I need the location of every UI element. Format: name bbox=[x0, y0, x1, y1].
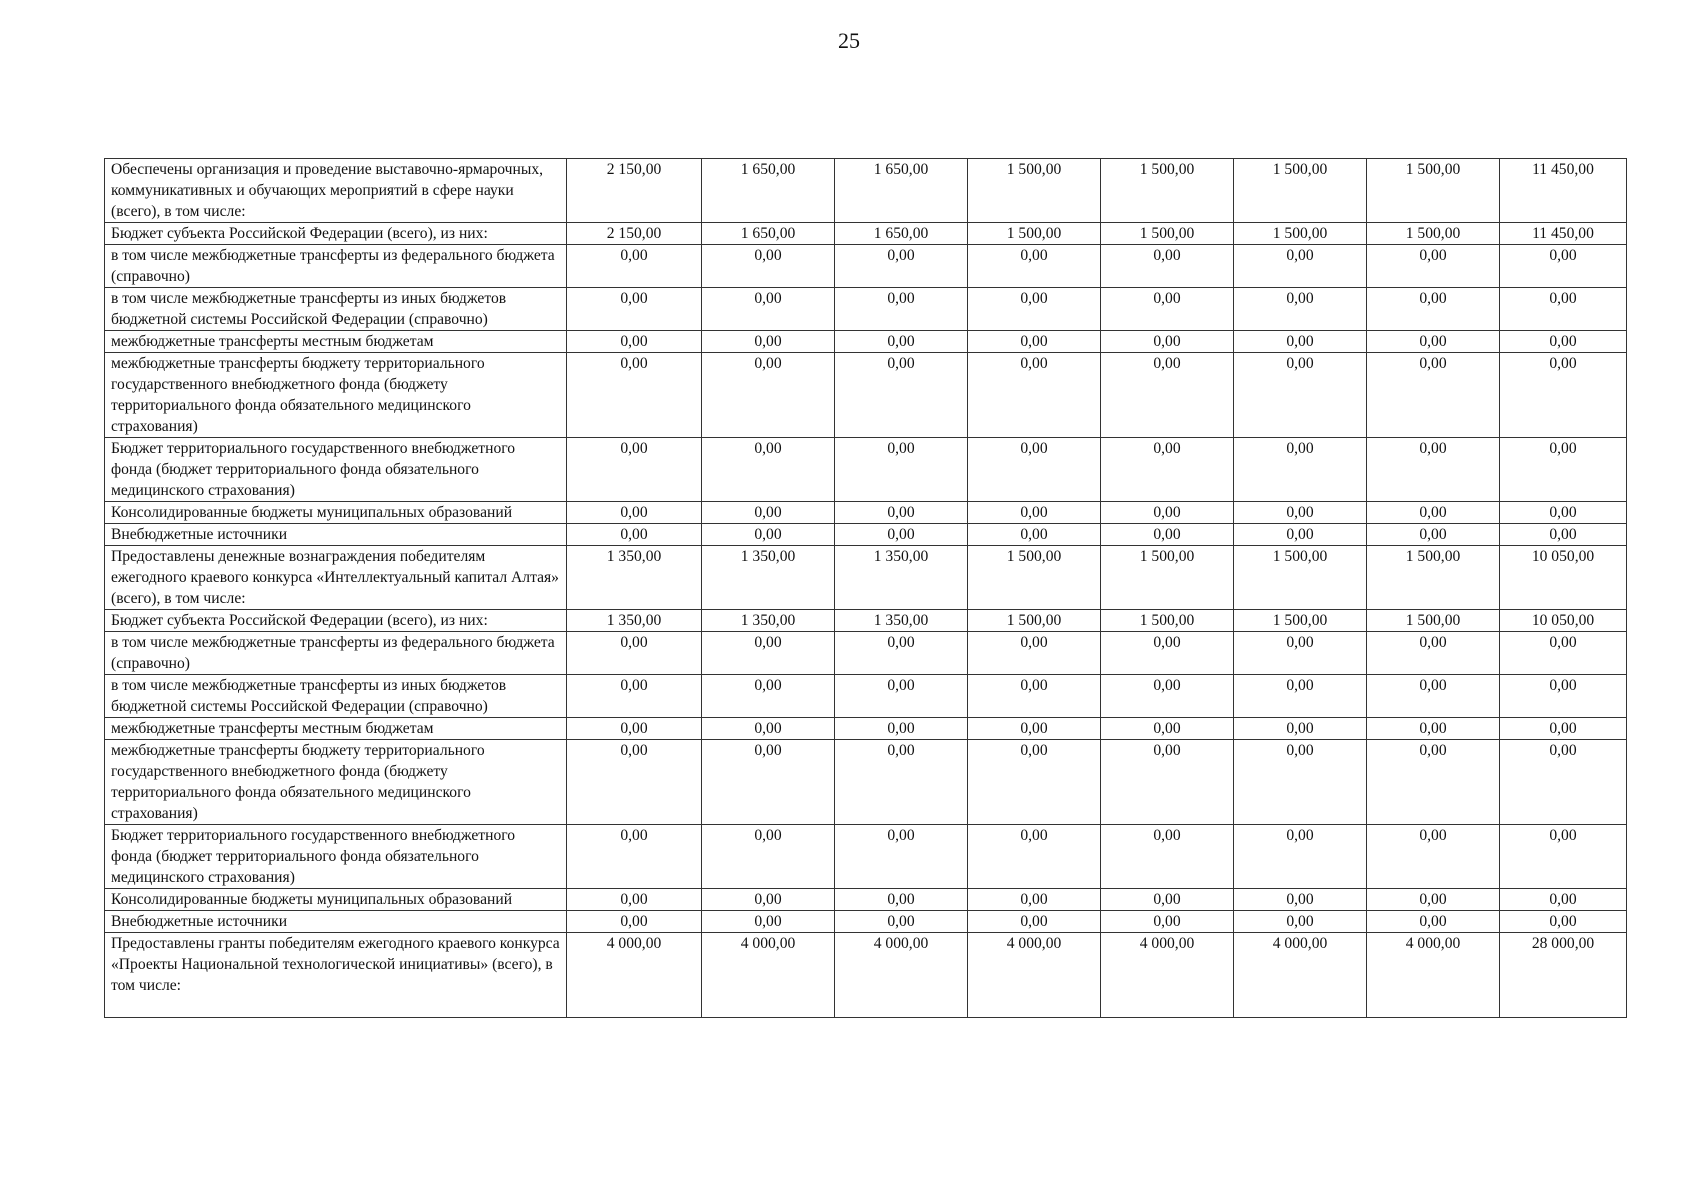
value-cell: 1 650,00 bbox=[702, 223, 835, 245]
value-cell: 0,00 bbox=[1101, 718, 1234, 740]
value-cell: 0,00 bbox=[1234, 718, 1367, 740]
table-row bbox=[105, 245, 1627, 288]
value-cell: 0,00 bbox=[567, 524, 702, 546]
value-cell: 0,00 bbox=[1234, 675, 1367, 718]
total-cell: 0,00 bbox=[1500, 353, 1627, 438]
table-row bbox=[105, 159, 1627, 223]
value-cell: 0,00 bbox=[968, 675, 1101, 718]
value-cell: 1 500,00 bbox=[1234, 546, 1367, 610]
value-cell: 0,00 bbox=[1101, 502, 1234, 524]
value-cell: 1 500,00 bbox=[1101, 546, 1234, 610]
budget-table bbox=[104, 158, 1627, 1018]
value-cell: 0,00 bbox=[1367, 740, 1500, 825]
value-cell: 0,00 bbox=[835, 718, 968, 740]
row-label: Предоставлены гранты победителям ежегодного краевого конкурса «Проекты Национальной технологической инициативы» (всего), в том числе: bbox=[105, 933, 567, 1018]
value-cell: 4 000,00 bbox=[1234, 933, 1367, 1018]
value-cell: 0,00 bbox=[567, 353, 702, 438]
value-cell: 0,00 bbox=[835, 889, 968, 911]
table-row bbox=[105, 524, 1627, 546]
value-cell: 4 000,00 bbox=[567, 933, 702, 1018]
value-cell: 1 500,00 bbox=[968, 610, 1101, 632]
value-cell: 0,00 bbox=[968, 502, 1101, 524]
value-cell: 0,00 bbox=[1234, 632, 1367, 675]
row-label: Консолидированные бюджеты муниципальных образований bbox=[105, 889, 567, 911]
value-cell: 4 000,00 bbox=[1101, 933, 1234, 1018]
value-cell: 0,00 bbox=[567, 502, 702, 524]
row-label: в том числе межбюджетные трансферты из федерального бюджета (справочно) bbox=[105, 245, 567, 288]
value-cell: 0,00 bbox=[1367, 331, 1500, 353]
value-cell: 0,00 bbox=[1367, 438, 1500, 502]
table-row bbox=[105, 610, 1627, 632]
value-cell: 0,00 bbox=[1367, 502, 1500, 524]
value-cell: 0,00 bbox=[835, 502, 968, 524]
value-cell: 0,00 bbox=[1101, 353, 1234, 438]
value-cell: 0,00 bbox=[567, 825, 702, 889]
value-cell: 0,00 bbox=[1234, 825, 1367, 889]
value-cell: 1 500,00 bbox=[1101, 159, 1234, 223]
value-cell: 1 350,00 bbox=[702, 546, 835, 610]
value-cell: 0,00 bbox=[702, 718, 835, 740]
value-cell: 1 650,00 bbox=[702, 159, 835, 223]
value-cell: 0,00 bbox=[1234, 245, 1367, 288]
total-cell: 28 000,00 bbox=[1500, 933, 1627, 1018]
value-cell: 0,00 bbox=[702, 288, 835, 331]
value-cell: 0,00 bbox=[567, 438, 702, 502]
total-cell: 0,00 bbox=[1500, 524, 1627, 546]
value-cell: 0,00 bbox=[1234, 740, 1367, 825]
value-cell: 1 500,00 bbox=[968, 546, 1101, 610]
value-cell: 0,00 bbox=[968, 718, 1101, 740]
value-cell: 0,00 bbox=[1234, 353, 1367, 438]
value-cell: 1 500,00 bbox=[1101, 610, 1234, 632]
total-cell: 0,00 bbox=[1500, 632, 1627, 675]
total-cell: 10 050,00 bbox=[1500, 546, 1627, 610]
total-cell: 0,00 bbox=[1500, 331, 1627, 353]
value-cell: 1 350,00 bbox=[567, 546, 702, 610]
table-row bbox=[105, 502, 1627, 524]
row-label: межбюджетные трансферты бюджету территориального государственного внебюджетного фонда (бюджету территориального фонда обязательного медицинского страхования) bbox=[105, 740, 567, 825]
table-row bbox=[105, 933, 1627, 1018]
total-cell: 0,00 bbox=[1500, 675, 1627, 718]
row-label: межбюджетные трансферты местным бюджетам bbox=[105, 718, 567, 740]
value-cell: 0,00 bbox=[968, 524, 1101, 546]
total-cell: 0,00 bbox=[1500, 740, 1627, 825]
row-label: межбюджетные трансферты местным бюджетам bbox=[105, 331, 567, 353]
value-cell: 0,00 bbox=[1101, 675, 1234, 718]
value-cell: 1 500,00 bbox=[1367, 546, 1500, 610]
value-cell: 2 150,00 bbox=[567, 223, 702, 245]
value-cell: 0,00 bbox=[1101, 740, 1234, 825]
value-cell: 1 500,00 bbox=[1234, 159, 1367, 223]
value-cell: 0,00 bbox=[968, 632, 1101, 675]
value-cell: 0,00 bbox=[835, 740, 968, 825]
table-row bbox=[105, 438, 1627, 502]
table-row bbox=[105, 675, 1627, 718]
value-cell: 0,00 bbox=[835, 911, 968, 933]
table-body bbox=[105, 159, 1627, 1018]
value-cell: 0,00 bbox=[702, 502, 835, 524]
table-row bbox=[105, 889, 1627, 911]
value-cell: 0,00 bbox=[1367, 288, 1500, 331]
value-cell: 0,00 bbox=[968, 438, 1101, 502]
value-cell: 0,00 bbox=[702, 911, 835, 933]
value-cell: 0,00 bbox=[1234, 438, 1367, 502]
table-row bbox=[105, 546, 1627, 610]
value-cell: 0,00 bbox=[835, 675, 968, 718]
value-cell: 4 000,00 bbox=[835, 933, 968, 1018]
total-cell: 0,00 bbox=[1500, 288, 1627, 331]
value-cell: 0,00 bbox=[1234, 502, 1367, 524]
value-cell: 0,00 bbox=[1101, 331, 1234, 353]
value-cell: 0,00 bbox=[835, 288, 968, 331]
value-cell: 0,00 bbox=[968, 353, 1101, 438]
value-cell: 0,00 bbox=[835, 331, 968, 353]
value-cell: 0,00 bbox=[1101, 288, 1234, 331]
table-row bbox=[105, 740, 1627, 825]
table-row bbox=[105, 911, 1627, 933]
value-cell: 0,00 bbox=[1234, 911, 1367, 933]
value-cell: 1 500,00 bbox=[1234, 610, 1367, 632]
row-label: Бюджет территориального государственного внебюджетного фонда (бюджет территориального фонда обязательного медицинского страхования) bbox=[105, 825, 567, 889]
value-cell: 0,00 bbox=[567, 718, 702, 740]
total-cell: 0,00 bbox=[1500, 502, 1627, 524]
total-cell: 0,00 bbox=[1500, 911, 1627, 933]
table-row bbox=[105, 632, 1627, 675]
total-cell: 11 450,00 bbox=[1500, 223, 1627, 245]
value-cell: 0,00 bbox=[968, 740, 1101, 825]
row-label: Обеспечены организация и проведение выставочно-ярмарочных, коммуникативных и обучающих мероприятий в сфере науки (всего), в том числе: bbox=[105, 159, 567, 223]
value-cell: 1 500,00 bbox=[1367, 610, 1500, 632]
value-cell: 0,00 bbox=[1101, 632, 1234, 675]
table-row bbox=[105, 353, 1627, 438]
value-cell: 0,00 bbox=[835, 438, 968, 502]
value-cell: 0,00 bbox=[1234, 331, 1367, 353]
value-cell: 0,00 bbox=[835, 245, 968, 288]
table-row bbox=[105, 825, 1627, 889]
table-row bbox=[105, 288, 1627, 331]
value-cell: 0,00 bbox=[835, 632, 968, 675]
value-cell: 0,00 bbox=[702, 675, 835, 718]
table-row bbox=[105, 223, 1627, 245]
row-label: в том числе межбюджетные трансферты из федерального бюджета (справочно) bbox=[105, 632, 567, 675]
value-cell: 0,00 bbox=[968, 825, 1101, 889]
value-cell: 0,00 bbox=[567, 675, 702, 718]
table-row bbox=[105, 331, 1627, 353]
value-cell: 0,00 bbox=[1367, 889, 1500, 911]
value-cell: 1 500,00 bbox=[1234, 223, 1367, 245]
value-cell: 0,00 bbox=[567, 889, 702, 911]
row-label: Внебюджетные источники bbox=[105, 911, 567, 933]
value-cell: 1 350,00 bbox=[567, 610, 702, 632]
value-cell: 0,00 bbox=[702, 889, 835, 911]
total-cell: 10 050,00 bbox=[1500, 610, 1627, 632]
value-cell: 0,00 bbox=[567, 740, 702, 825]
value-cell: 0,00 bbox=[1234, 524, 1367, 546]
value-cell: 1 650,00 bbox=[835, 159, 968, 223]
value-cell: 0,00 bbox=[968, 889, 1101, 911]
value-cell: 1 350,00 bbox=[835, 610, 968, 632]
value-cell: 0,00 bbox=[567, 245, 702, 288]
value-cell: 1 500,00 bbox=[968, 223, 1101, 245]
value-cell: 0,00 bbox=[702, 740, 835, 825]
row-label: в том числе межбюджетные трансферты из иных бюджетов бюджетной системы Российской Федерации (справочно) bbox=[105, 675, 567, 718]
value-cell: 0,00 bbox=[835, 825, 968, 889]
value-cell: 0,00 bbox=[702, 438, 835, 502]
row-label: в том числе межбюджетные трансферты из иных бюджетов бюджетной системы Российской Федерации (справочно) bbox=[105, 288, 567, 331]
row-label: Бюджет субъекта Российской Федерации (всего), из них: bbox=[105, 610, 567, 632]
total-cell: 0,00 bbox=[1500, 718, 1627, 740]
table-row bbox=[105, 718, 1627, 740]
value-cell: 0,00 bbox=[1101, 911, 1234, 933]
row-label: Предоставлены денежные вознаграждения победителям ежегодного краевого конкурса «Интеллектуальный капитал Алтая» (всего), в том числе: bbox=[105, 546, 567, 610]
total-cell: 0,00 bbox=[1500, 438, 1627, 502]
value-cell: 0,00 bbox=[1367, 524, 1500, 546]
row-label: Консолидированные бюджеты муниципальных образований bbox=[105, 502, 567, 524]
total-cell: 0,00 bbox=[1500, 825, 1627, 889]
total-cell: 0,00 bbox=[1500, 889, 1627, 911]
value-cell: 0,00 bbox=[567, 911, 702, 933]
value-cell: 1 500,00 bbox=[1367, 223, 1500, 245]
row-label: межбюджетные трансферты бюджету территориального государственного внебюджетного фонда (бюджету территориального фонда обязательного медицинского страхования) bbox=[105, 353, 567, 438]
value-cell: 0,00 bbox=[1101, 438, 1234, 502]
value-cell: 0,00 bbox=[1367, 245, 1500, 288]
value-cell: 0,00 bbox=[1367, 718, 1500, 740]
value-cell: 0,00 bbox=[1101, 825, 1234, 889]
value-cell: 0,00 bbox=[1234, 889, 1367, 911]
value-cell: 0,00 bbox=[702, 825, 835, 889]
value-cell: 0,00 bbox=[567, 632, 702, 675]
value-cell: 1 500,00 bbox=[1101, 223, 1234, 245]
value-cell: 0,00 bbox=[835, 353, 968, 438]
value-cell: 0,00 bbox=[1367, 353, 1500, 438]
value-cell: 0,00 bbox=[968, 911, 1101, 933]
total-cell: 0,00 bbox=[1500, 245, 1627, 288]
value-cell: 0,00 bbox=[702, 524, 835, 546]
value-cell: 0,00 bbox=[1234, 288, 1367, 331]
row-label: Бюджет субъекта Российской Федерации (всего), из них: bbox=[105, 223, 567, 245]
value-cell: 1 350,00 bbox=[835, 546, 968, 610]
value-cell: 0,00 bbox=[1367, 911, 1500, 933]
row-label: Бюджет территориального государственного внебюджетного фонда (бюджет территориального фонда обязательного медицинского страхования) bbox=[105, 438, 567, 502]
value-cell: 0,00 bbox=[1101, 245, 1234, 288]
value-cell: 0,00 bbox=[1101, 524, 1234, 546]
value-cell: 1 650,00 bbox=[835, 223, 968, 245]
value-cell: 1 350,00 bbox=[702, 610, 835, 632]
value-cell: 0,00 bbox=[1367, 675, 1500, 718]
value-cell: 0,00 bbox=[702, 245, 835, 288]
value-cell: 0,00 bbox=[835, 524, 968, 546]
value-cell: 0,00 bbox=[1101, 889, 1234, 911]
value-cell: 0,00 bbox=[1367, 825, 1500, 889]
value-cell: 0,00 bbox=[567, 331, 702, 353]
value-cell: 2 150,00 bbox=[567, 159, 702, 223]
value-cell: 1 500,00 bbox=[1367, 159, 1500, 223]
value-cell: 1 500,00 bbox=[968, 159, 1101, 223]
value-cell: 0,00 bbox=[702, 632, 835, 675]
value-cell: 0,00 bbox=[702, 331, 835, 353]
value-cell: 0,00 bbox=[968, 288, 1101, 331]
value-cell: 0,00 bbox=[968, 331, 1101, 353]
row-label: Внебюджетные источники bbox=[105, 524, 567, 546]
value-cell: 0,00 bbox=[1367, 632, 1500, 675]
value-cell: 4 000,00 bbox=[968, 933, 1101, 1018]
total-cell: 11 450,00 bbox=[1500, 159, 1627, 223]
page-number: 25 bbox=[838, 28, 860, 53]
value-cell: 0,00 bbox=[968, 245, 1101, 288]
value-cell: 0,00 bbox=[702, 353, 835, 438]
value-cell: 4 000,00 bbox=[702, 933, 835, 1018]
value-cell: 4 000,00 bbox=[1367, 933, 1500, 1018]
value-cell: 0,00 bbox=[567, 288, 702, 331]
